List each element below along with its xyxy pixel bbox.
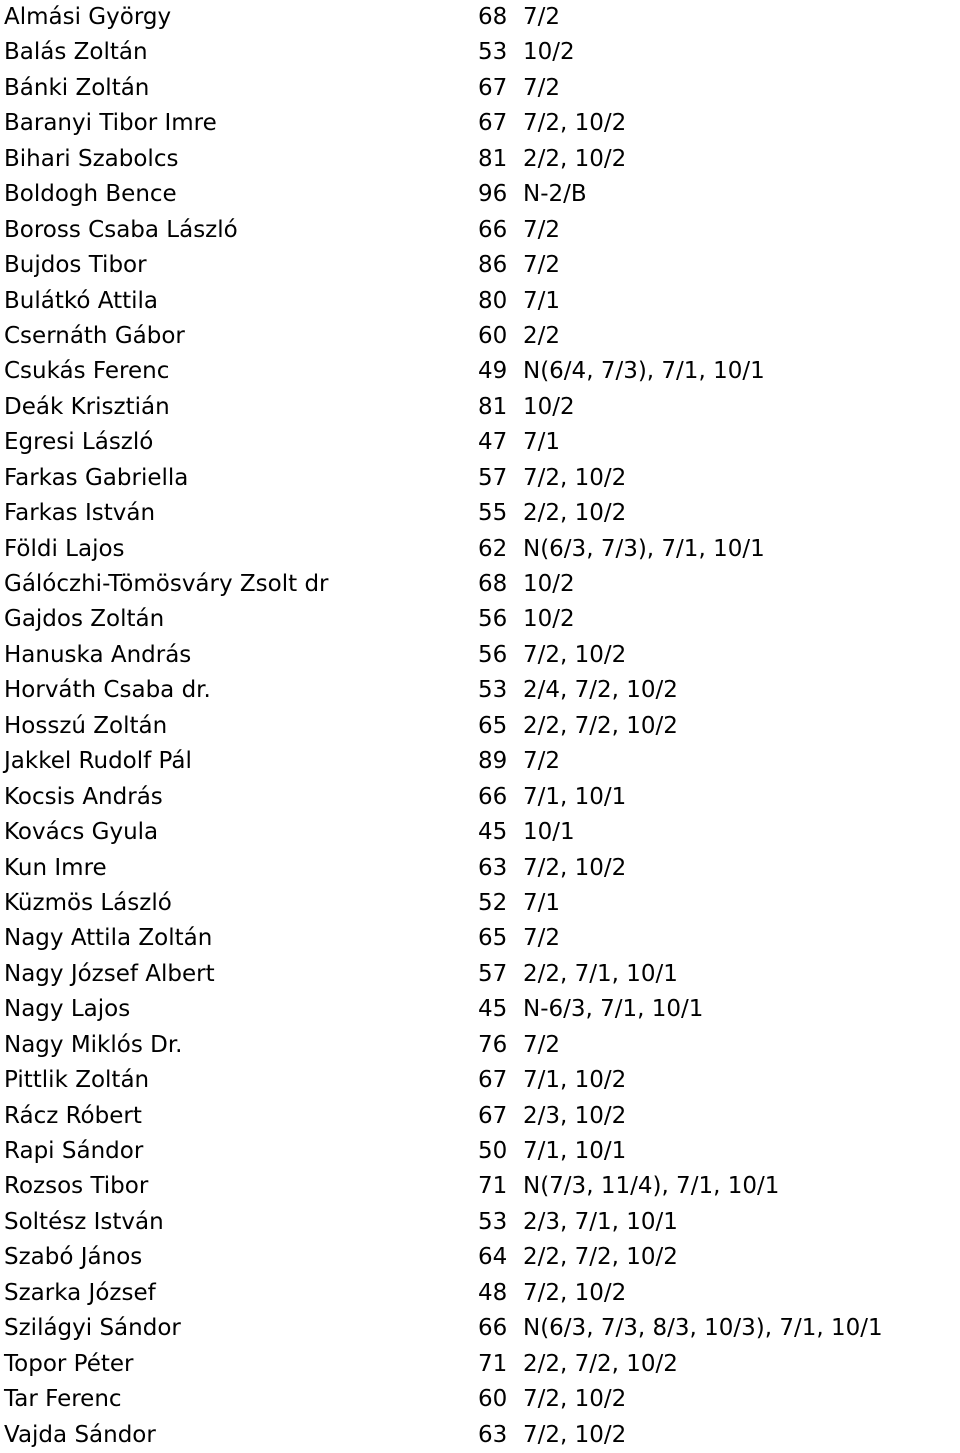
code-value: 10/2 [523,606,575,633]
number-value: 68 [478,4,508,30]
code-value: 2/2, 7/1, 10/1 [523,960,678,987]
table-row [4,0,960,35]
table-row [4,106,960,141]
person-name: Bihari Szabolcs [4,145,179,172]
table-row [4,886,960,921]
number-value: 47 [478,429,508,456]
number-value: 80 [478,287,508,314]
person-name: Rapi Sándor [4,1138,144,1164]
code-value: 7/1, 10/1 [523,1138,627,1164]
code-value: 7/1 [523,889,561,916]
table-row [4,532,960,567]
person-name: Szarka József [4,1279,156,1306]
person-name: Szabó János [4,1244,143,1271]
code-value: 7/1, 10/1 [523,783,627,810]
number-value: 56 [478,606,508,633]
table-row [4,957,960,992]
table-row [4,1311,960,1346]
table-row [4,1205,960,1240]
person-name: Soltész István [4,1208,164,1235]
number-value: 57 [478,464,508,491]
table-row [4,744,960,779]
code-value: 7/2, 10/2 [523,464,627,491]
code-value: N-6/3, 7/1, 10/1 [523,996,704,1023]
table-row [4,390,960,425]
table-row [4,284,960,319]
number-value: 68 [478,571,508,597]
table-row [4,425,960,460]
person-name: Pittlik Zoltán [4,1067,150,1094]
number-value: 63 [478,854,508,881]
person-name: Tar Ferenc [4,1386,122,1413]
code-value: 2/3, 10/2 [523,1102,627,1129]
person-name: Egresi László [4,429,154,456]
person-name: Rozsos Tibor [4,1173,149,1200]
code-value: 10/2 [523,393,575,420]
person-name: Gálóczhi-Tömösváry Zsolt dr [4,571,329,597]
table-row [4,1169,960,1204]
person-name: Hosszú Zoltán [4,712,168,739]
code-value: 7/2 [523,1031,561,1058]
person-name: Kun Imre [4,854,107,881]
code-value: 10/1 [523,819,575,846]
code-value: 7/2 [523,216,561,243]
person-name: Vajda Sándor [4,1421,156,1448]
number-value: 53 [478,39,508,66]
person-name: Balás Zoltán [4,39,148,66]
table-row [4,1347,960,1382]
number-value: 66 [478,783,508,810]
table-row [4,1418,960,1453]
number-value: 65 [478,925,508,952]
code-value: 7/1 [523,429,561,456]
code-value: 7/1 [523,287,561,314]
code-value: 2/2, 10/2 [523,145,627,172]
person-name: Földi Lajos [4,535,125,562]
person-name: Nagy Lajos [4,996,131,1023]
person-name: Nagy József Albert [4,960,215,987]
table-row [4,815,960,850]
table-row [4,673,960,708]
number-value: 56 [478,641,508,668]
number-value: 67 [478,74,508,101]
code-value: N-2/B [523,181,587,208]
table-row [4,177,960,212]
table-row [4,71,960,106]
person-name: Csernáth Gábor [4,322,185,349]
code-value: N(6/3, 7/3, 8/3, 10/3), 7/1, 10/1 [523,1315,883,1342]
person-name: Baranyi Tibor Imre [4,110,217,137]
code-value: 10/2 [523,571,575,597]
code-value: 7/2, 10/2 [523,854,627,881]
code-value: 7/2 [523,252,561,279]
code-value: 7/2, 10/2 [523,1279,627,1306]
code-value: N(6/4, 7/3), 7/1, 10/1 [523,358,765,385]
person-name: Almási György [4,4,172,30]
table-row [4,992,960,1027]
number-value: 76 [478,1031,508,1058]
number-value: 45 [478,819,508,846]
person-name: Kovács Gyula [4,819,159,846]
table-row [4,1240,960,1275]
code-value: 7/2, 10/2 [523,110,627,137]
person-name: Nagy Miklós Dr. [4,1031,183,1058]
code-value: 10/2 [523,39,575,66]
table-row [4,1276,960,1311]
person-name: Jakkel Rudolf Pál [4,748,192,775]
person-name: Hanuska András [4,641,192,668]
code-value: 7/2 [523,4,561,30]
table-row [4,248,960,283]
number-value: 57 [478,960,508,987]
code-value: 7/2, 10/2 [523,641,627,668]
table-row [4,142,960,177]
person-name: Bánki Zoltán [4,74,150,101]
person-name: Kocsis András [4,783,163,810]
table-row [4,921,960,956]
person-name: Deák Krisztián [4,393,170,420]
code-value: 2/2, 10/2 [523,500,627,527]
number-value: 53 [478,1208,508,1235]
code-value: 7/2, 10/2 [523,1421,627,1448]
number-value: 62 [478,535,508,562]
code-value: 2/2, 7/2, 10/2 [523,1350,678,1377]
number-value: 81 [478,145,508,172]
person-name: Boross Csaba László [4,216,238,243]
person-name: Boldogh Bence [4,181,177,208]
table-row [4,709,960,744]
number-value: 67 [478,1067,508,1094]
table-row [4,319,960,354]
person-name: Nagy Attila Zoltán [4,925,213,952]
table-row [4,780,960,815]
number-value: 55 [478,500,508,527]
code-value: 2/3, 7/1, 10/1 [523,1208,678,1235]
number-value: 49 [478,358,508,385]
code-value: 7/2 [523,925,561,952]
table-row [4,567,960,602]
number-value: 67 [478,110,508,137]
number-value: 45 [478,996,508,1023]
person-name: Rácz Róbert [4,1102,142,1129]
number-value: 48 [478,1279,508,1306]
code-value: N(6/3, 7/3), 7/1, 10/1 [523,535,765,562]
number-value: 89 [478,748,508,775]
number-value: 66 [478,1315,508,1342]
number-value: 96 [478,181,508,208]
number-value: 50 [478,1138,508,1164]
person-name: Farkas Gabriella [4,464,189,491]
number-value: 81 [478,393,508,420]
table-row [4,851,960,886]
number-value: 53 [478,677,508,704]
person-name: Farkas István [4,500,156,527]
name-list-table [4,0,960,1453]
code-value: 2/2, 7/2, 10/2 [523,1244,678,1271]
code-value: 7/2, 10/2 [523,1386,627,1413]
table-row [4,496,960,531]
number-value: 60 [478,322,508,349]
number-value: 71 [478,1350,508,1377]
table-row [4,1134,960,1169]
table-row [4,213,960,248]
number-value: 86 [478,252,508,279]
table-row [4,1028,960,1063]
code-value: 2/4, 7/2, 10/2 [523,677,678,704]
number-value: 65 [478,712,508,739]
code-value: 7/2 [523,748,561,775]
person-name: Csukás Ferenc [4,358,170,385]
table-row [4,1063,960,1098]
code-value: N(7/3, 11/4), 7/1, 10/1 [523,1173,780,1200]
person-name: Bujdos Tibor [4,252,147,279]
number-value: 67 [478,1102,508,1129]
code-value: 7/1, 10/2 [523,1067,627,1094]
person-name: Horváth Csaba dr. [4,677,211,704]
person-name: Gajdos Zoltán [4,606,165,633]
number-value: 64 [478,1244,508,1271]
table-row [4,35,960,70]
table-row [4,461,960,496]
number-value: 66 [478,216,508,243]
code-value: 2/2, 7/2, 10/2 [523,712,678,739]
person-name: Bulátkó Attila [4,287,158,314]
number-value: 52 [478,889,508,916]
number-value: 71 [478,1173,508,1200]
table-row [4,354,960,389]
number-value: 63 [478,1421,508,1448]
person-name: Szilágyi Sándor [4,1315,181,1342]
table-row [4,1099,960,1134]
table-row [4,1382,960,1417]
person-name: Topor Péter [4,1350,134,1377]
table-row [4,638,960,673]
code-value: 2/2 [523,322,561,349]
table-row [4,602,960,637]
person-name: Küzmös László [4,889,172,916]
code-value: 7/2 [523,74,561,101]
number-value: 60 [478,1386,508,1413]
